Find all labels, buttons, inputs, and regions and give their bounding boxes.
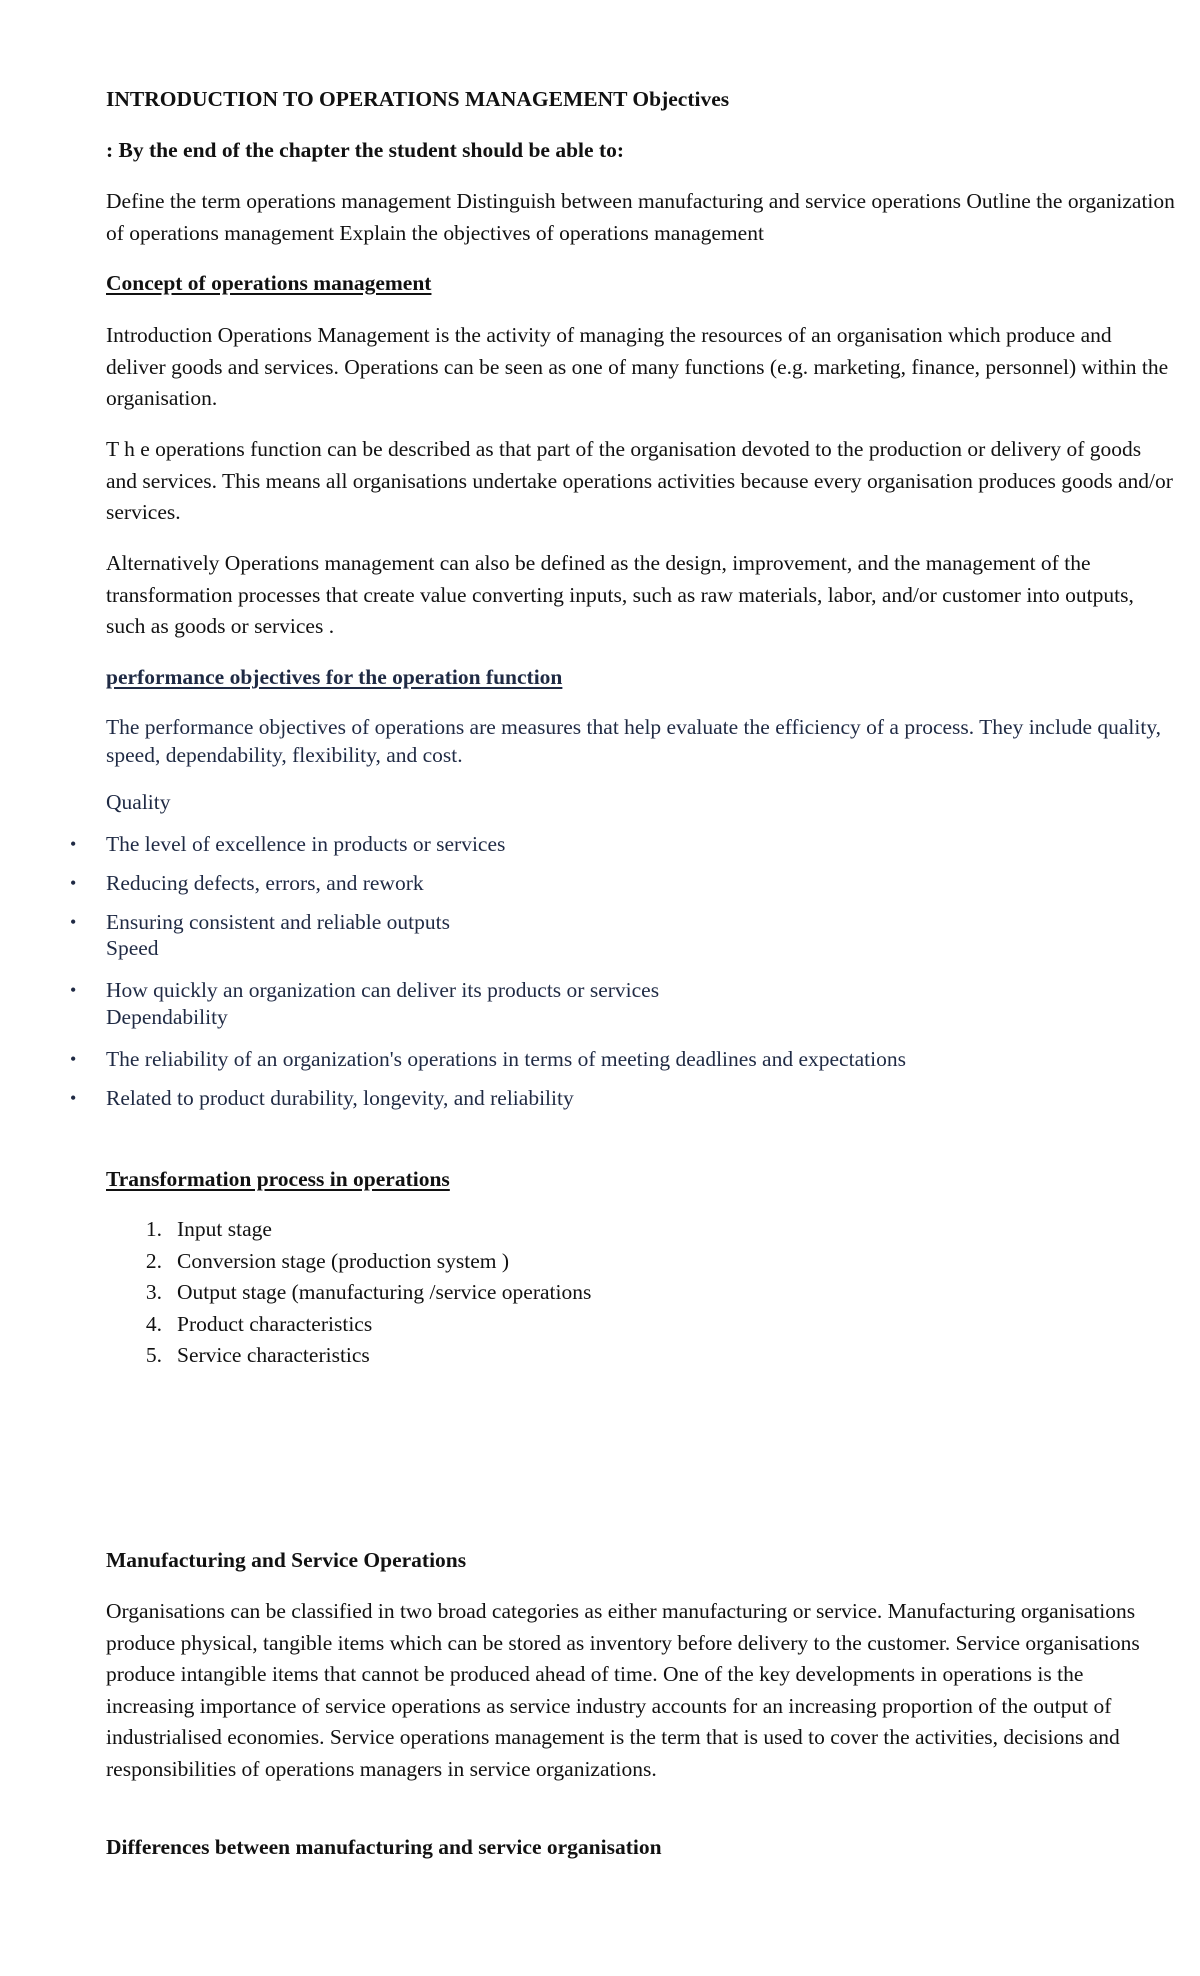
bullet-text: The level of excellence in products or services: [106, 832, 506, 856]
bullet-icon: •: [70, 834, 77, 854]
item-number: 4.: [145, 1311, 162, 1336]
bullet-text: How quickly an organization can deliver its products or services: [106, 978, 660, 1002]
concept-paragraph-2: T h e operations function can be described as that part of the organisation devoted to the production or delivery of goods and services. This means all organisations undertake operations activities because every organisation produces goods and/or services.: [106, 437, 1173, 524]
manufacturing-heading: Manufacturing and Service Operations: [106, 1548, 467, 1572]
transformation-list: [0, 1214, 1160, 1372]
item-number: 3.: [145, 1280, 162, 1304]
bullet-text: The reliability of an organization's operations in terms of meeting deadlines and expectations: [106, 1047, 906, 1071]
numbered-item: [0, 1340, 1160, 1372]
bullet-item: [0, 830, 1160, 858]
speed-label: Speed: [106, 936, 159, 960]
quality-list: [0, 830, 1160, 936]
bullet-icon: •: [70, 912, 77, 932]
bullet-text: Ensuring consistent and reliable outputs: [106, 910, 450, 934]
bullet-item: [0, 1045, 1160, 1073]
item-text: Input stage: [177, 1217, 272, 1241]
bullet-text: Related to product durability, longevity, and reliability: [106, 1086, 574, 1110]
quality-label: Quality: [106, 790, 171, 814]
bullet-item: [0, 976, 1160, 1004]
bullet-icon: •: [70, 1088, 77, 1108]
item-text: Conversion stage (production system ): [177, 1248, 510, 1273]
item-text: Product characteristics: [177, 1311, 373, 1336]
objectives-text: Define the term operations management Distinguish between manufacturing and service operations Outline the organization of operations management Explain the objectives of operations management: [106, 189, 1175, 245]
bullet-item: [0, 869, 1160, 897]
dependability-list: [0, 1045, 1160, 1112]
bullet-item: [0, 908, 1160, 936]
bullet-icon: •: [70, 980, 77, 1000]
numbered-item: [0, 1214, 1160, 1246]
bullet-text: Reducing defects, errors, and rework: [106, 871, 424, 895]
concept-paragraph-1: Introduction Operations Management is the activity of managing the resources of an organisation which produce and deliver goods and services. Operations can be seen as one of many functions (e.g. marketing, finance, personnel) within the organisation.: [106, 323, 1169, 410]
concept-paragraph-3: Alternatively Operations management can also be defined as the design, improvement, and the management of the transformation processes that create value converting inputs, such as raw materials, labor, and/or customer into outputs, such as goods or services .: [106, 551, 1134, 638]
dependability-label: Dependability: [106, 1005, 228, 1029]
performance-intro: The performance objectives of operations are measures that help evaluate the efficiency of a process. They include quality, speed, dependability, flexibility, and cost.: [106, 715, 1162, 767]
item-number: 1.: [145, 1217, 162, 1241]
numbered-item: [0, 1246, 1160, 1278]
numbered-item: [0, 1309, 1160, 1341]
transformation-heading: Transformation process in operations: [106, 1167, 450, 1191]
page-title: INTRODUCTION TO OPERATIONS MANAGEMENT Objectives: [106, 87, 730, 111]
differences-heading: Differences between manufacturing and service organisation: [106, 1835, 662, 1859]
manufacturing-paragraph: Organisations can be classified in two broad categories as either manufacturing or service. Manufacturing organisations produce physical, tangible items which can be stored as inventory before delivery to the customer. Service organisations produce intangible items that cannot be produced ahead of time. One of the key developments in operations is the increasing importance of service operations as service industry accounts for an increasing proportion of the output of industrialised economies. Service operations management is the term that is used to cover the activities, decisions and responsibilities of operations managers in service organizations.: [106, 1599, 1140, 1781]
bullet-icon: •: [70, 873, 77, 893]
objectives-intro: : By the end of the chapter the student should be able to:: [106, 138, 625, 162]
bullet-icon: •: [70, 1049, 77, 1069]
item-number: 2.: [145, 1248, 162, 1273]
concept-heading: Concept of operations management: [106, 271, 432, 295]
speed-list: [0, 976, 1160, 1004]
item-text: Output stage (manufacturing /service operations: [177, 1280, 592, 1304]
item-number: 5.: [145, 1343, 162, 1367]
item-text: Service characteristics: [177, 1343, 370, 1367]
bullet-item: [0, 1084, 1160, 1112]
numbered-item: [0, 1277, 1160, 1309]
performance-heading: performance objectives for the operation function: [106, 665, 563, 689]
